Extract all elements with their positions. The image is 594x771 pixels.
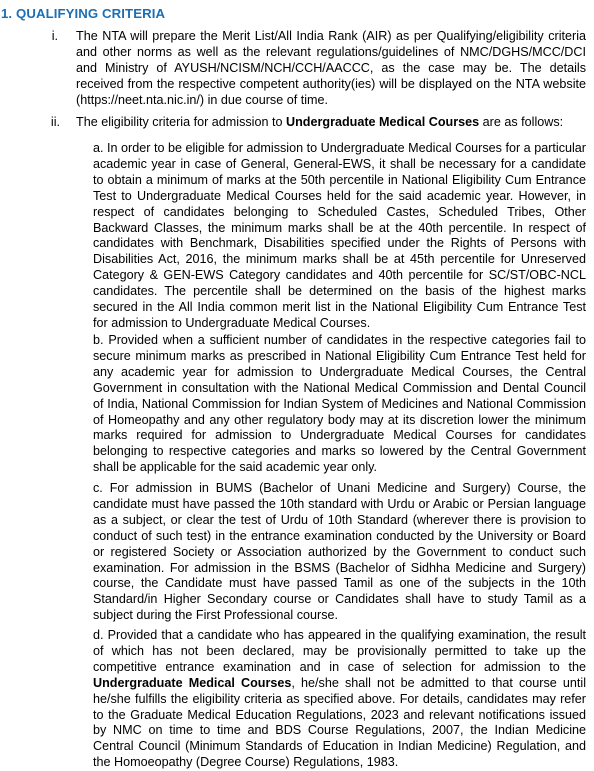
item-text-end: ) in due course of time. [199,92,329,107]
paragraph-c: c. For admission in BUMS (Bachelor of Unani Medicine and Surgery) Course, the candidate must have passed the 10th standard with Urdu or Arabic or Persian language as a subject, or clear the test of Urdu of 10th Standard (wherever there is provision to conduct of such test) in the entrance examination conducted by the University or Board or registered Society or Association authorized by the Government to conduct such examination. For admission in the BSMS (Bachelor of Sidhha Medicine and Surgery) course, the Candidate must have passed Tamil as one of the subjects in the 10th Standard/in Higher Secondary course or Candidates shall have to study Tamil as a subject during the First Professional course. [93,481,586,623]
item-text-bold: Undergraduate Medical Courses [285,115,480,129]
nta-website-link[interactable]: https://neet.nta.nic.in/ [80,92,200,107]
item-text [76,29,586,109]
paragraph-text-end: , he/she shall not be admitted to that course until he/she fulfills the eligibility criteria as specified above. For details, candidates may refer to the Graduate Medical Education Regulations, 2023 and relevant notifications issued by NMC on time to time and BDS Course Regulations, 2007, the Indian Medicine Central Council (Minimum Standards of Education in Indian Medicine) Regulation, and the Homoeopathy (Degree Course) Regulations, 1983. [93,675,587,770]
paragraph-a: a. In order to be eligible for admission to Undergraduate Medical Courses for a particular academic year in case of General, General-EWS, it shall be necessary for a candidate to obtain a minimum of marks at the 50th percentile in National Eligibility Cum Entrance Test to Undergraduate Medical Courses held for the said academic year. However, in respect of candidates belonging to Scheduled Castes, Scheduled Tribes, Other Backward Classes, the minimum marks shall be at the 40th percentile. In respect of candidates with Benchmark, Disabilities specified under the Rights of Persons with Disabilities Act, 2016, the minimum marks shall be at 45th percentile for Unreserved Category & GEN-EWS Category candidates and 40th percentile for SC/ST/OBC-NCL candidates. The percentile shall be determined on the basis of the highest marks secured in the All India common merit list in the National Eligibility Cum Entrance Test for admission to Undergraduate Medical Courses. [93,141,586,330]
item-text-start: The NTA will prepare the Merit List/All India Rank (AIR) as per Qualifying/eligibility criteria and other norms as well as the relevant regulations/guidelines of NMC/DGHS/MCC/DCI and Ministry of AYUSH/NCISM/NCH/CCH/AACCC, as the case may be. The details received from the respective competent authority(ies) will be displayed on the NTA website ( [76,29,586,107]
item-text-start: The eligibility criteria for admission to [76,115,286,129]
item-number: ii. [50,115,60,129]
criteria-item-i [46,29,586,109]
item-text [76,115,586,131]
criteria-item-ii [46,115,586,131]
paragraph-d [93,628,586,771]
paragraph-b: b. Provided when a sufficient number of candidates in the respective categories fail to secure minimum marks as prescribed in National Eligibility Cum Entrance Test held for any academic year for admission to Undergraduate Medical Courses, the Central Government in consultation with the National Medical Commission and Dental Council of India, National Commission for Indian System of Medicines and National Commission of Homeopathy and any other regulatory body may at its discretion lower the minimum marks required for admission to Undergraduate Medical Courses for candidates belonging to respective categories and marks so lowered by the Central Government shall be applicable for the said academic year only. [93,333,586,475]
section-heading: 1. QUALIFYING CRITERIA [1,6,166,21]
paragraph-text-bold: Undergraduate Medical Courses [93,675,292,690]
item-text-end: are as follows: [479,115,564,129]
paragraph-text-start: d. Provided that a candidate who has appeared in the qualifying examination, the result of which has not been declared, may be provisionally permitted to take up the competitive entrance examination and in case of selection for admission to the [93,628,586,674]
item-number: i. [51,29,58,43]
